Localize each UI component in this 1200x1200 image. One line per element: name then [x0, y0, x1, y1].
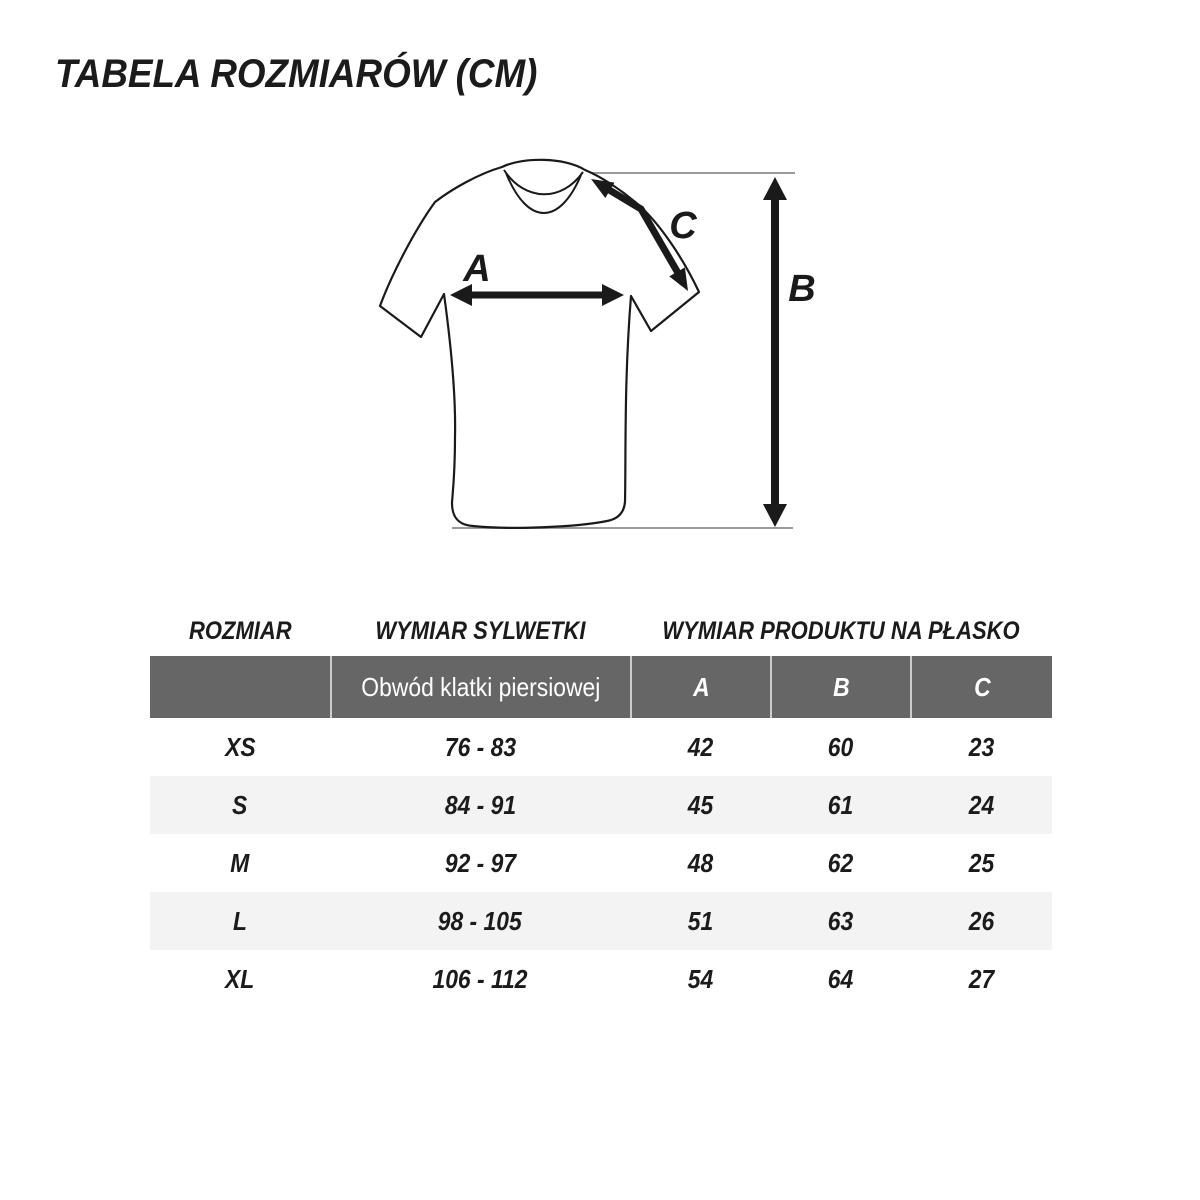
subheader-size-empty: [150, 656, 330, 718]
value-c: 23: [968, 731, 994, 762]
value-a: 48: [687, 847, 713, 878]
table-row-xs: [150, 718, 1052, 776]
value-b: 60: [827, 731, 853, 762]
subheader-b: B: [770, 656, 910, 718]
chest-range: 92 - 97: [444, 847, 516, 878]
value-a: 45: [687, 789, 713, 820]
table-row-m: [150, 834, 1052, 892]
value-c: 26: [968, 905, 994, 936]
label-c: C: [669, 205, 697, 247]
value-c: 24: [968, 789, 994, 820]
subheader-a: A: [630, 656, 770, 718]
chest-range: 76 - 83: [444, 731, 516, 762]
value-c: 25: [968, 847, 994, 878]
value-a: 42: [687, 731, 713, 762]
size-label: L: [233, 905, 247, 936]
value-a: 51: [687, 905, 713, 936]
value-b: 63: [827, 905, 853, 936]
size-label: XL: [225, 963, 255, 994]
value-b: 64: [827, 963, 853, 994]
tshirt-outline: [380, 160, 699, 528]
chest-range: 106 - 112: [432, 963, 528, 994]
group-header-wymiar-produktu: WYMIAR PRODUKTU NA PŁASKO: [662, 616, 1020, 645]
group-header-rozmiar: ROZMIAR: [188, 616, 292, 645]
group-header-wymiar-sylwetki: WYMIAR SYLWETKI: [374, 616, 586, 645]
table-subheader-row: [150, 656, 1052, 718]
table-row-l: [150, 892, 1052, 950]
size-label: XS: [224, 731, 256, 762]
size-label: M: [230, 847, 250, 878]
table-row-s: [150, 776, 1052, 834]
subheader-c: C: [910, 656, 1052, 718]
page-title: TABELA ROZMIARÓW (CM): [55, 52, 538, 96]
chest-range: 98 - 105: [438, 905, 522, 936]
value-a: 54: [687, 963, 713, 994]
arrow-b: [763, 177, 787, 527]
tshirt-measurement-diagram: [340, 140, 830, 560]
table-group-header-row: [150, 606, 1052, 656]
label-a: A: [463, 248, 491, 290]
value-b: 61: [827, 789, 853, 820]
subheader-chest: Obwód klatki piersiowej: [330, 656, 630, 718]
label-b: B: [788, 268, 816, 310]
size-table: [150, 606, 1052, 1008]
size-label: S: [232, 789, 248, 820]
value-b: 62: [827, 847, 853, 878]
table-row-xl: [150, 950, 1052, 1008]
value-c: 27: [968, 963, 994, 994]
chest-range: 84 - 91: [444, 789, 516, 820]
